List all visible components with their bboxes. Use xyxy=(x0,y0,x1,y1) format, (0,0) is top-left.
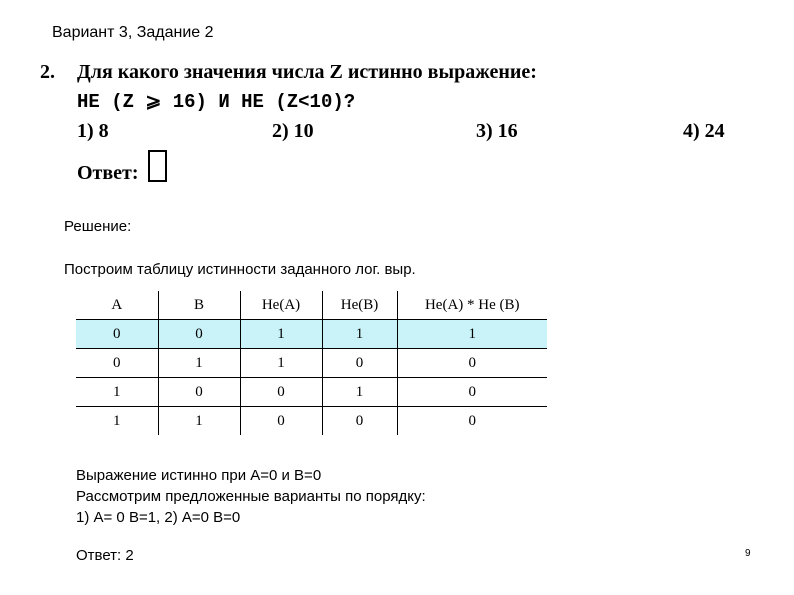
table-cell: 0 xyxy=(397,407,547,436)
table-header-b: В xyxy=(158,291,240,320)
truth-table xyxy=(76,291,547,435)
conclusion-line-2: Рассмотрим предложенные варианты по порядку: xyxy=(76,488,426,505)
table-cell: 1 xyxy=(158,407,240,436)
table-row xyxy=(76,407,547,436)
final-answer: Ответ: 2 xyxy=(76,547,134,564)
answer-option-4: 4) 24 xyxy=(683,120,725,142)
table-cell: 1 xyxy=(397,320,547,349)
table-cell: 0 xyxy=(240,407,322,436)
table-header-not-a: Не(А) xyxy=(240,291,322,320)
table-header-not-b: Не(В) xyxy=(322,291,397,320)
page-number: 9 xyxy=(745,548,751,559)
table-cell: 1 xyxy=(322,320,397,349)
table-row xyxy=(76,349,547,378)
table-header-a: А xyxy=(76,291,158,320)
table-header-row xyxy=(76,291,547,320)
table-row-highlighted xyxy=(76,320,547,349)
table-cell: 0 xyxy=(397,378,547,407)
table-row xyxy=(76,378,547,407)
conclusion-line-1: Выражение истинно при А=0 и В=0 xyxy=(76,467,322,484)
solution-label: Решение: xyxy=(64,218,132,235)
table-cell: 0 xyxy=(76,349,158,378)
table-cell: 0 xyxy=(397,349,547,378)
table-cell: 0 xyxy=(158,320,240,349)
table-cell: 0 xyxy=(158,378,240,407)
answer-option-3: 3) 16 xyxy=(476,120,518,142)
table-header-result: Не(А) * Не (В) xyxy=(397,291,547,320)
table-cell: 1 xyxy=(240,349,322,378)
table-cell: 1 xyxy=(76,378,158,407)
table-cell: 1 xyxy=(240,320,322,349)
answer-option-1: 1) 8 xyxy=(77,120,109,142)
answer-option-2: 2) 10 xyxy=(272,120,314,142)
table-cell: 0 xyxy=(76,320,158,349)
answer-label: Ответ: xyxy=(77,162,139,184)
table-cell: 0 xyxy=(240,378,322,407)
table-cell: 1 xyxy=(322,378,397,407)
conclusion-text xyxy=(76,465,426,528)
task-number: 2. xyxy=(40,61,55,83)
table-cell: 1 xyxy=(113,412,121,429)
slide-title: Вариант 3, Задание 2 xyxy=(52,24,214,41)
conclusion-line-3: 1) А= 0 В=1, 2) А=0 В=0 xyxy=(76,509,241,526)
table-cell: 0 xyxy=(322,349,397,378)
table-cell: 0 xyxy=(322,407,397,436)
task-expression: НЕ (Z ⩾ 16) И НЕ (Z<10)? xyxy=(77,91,356,113)
solution-intro: Построим таблицу истинности заданного лог. выр. xyxy=(64,261,416,278)
task-question: Для какого значения числа Z истинно выражение: xyxy=(77,61,537,83)
table-cell: 1 xyxy=(158,349,240,378)
answer-box xyxy=(148,150,167,182)
